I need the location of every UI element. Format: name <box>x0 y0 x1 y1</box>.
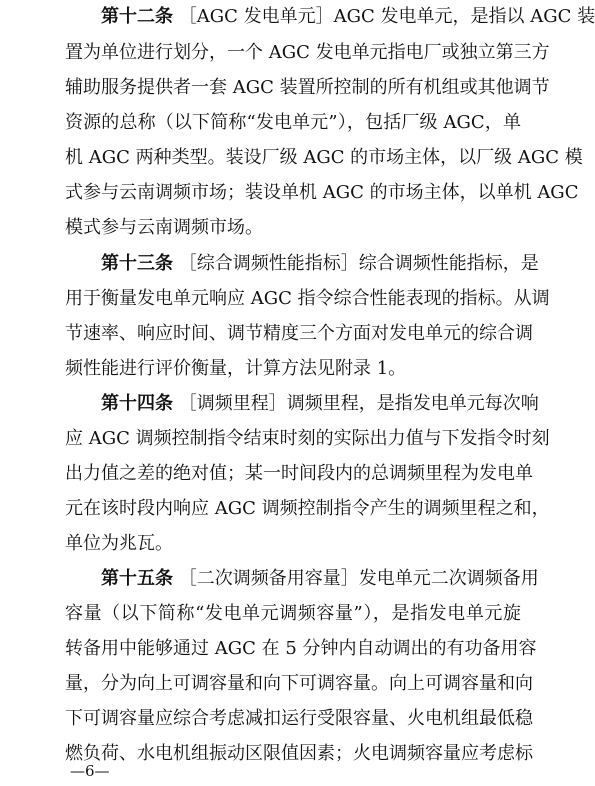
article-14-line-1 <box>65 393 539 415</box>
article-12-line-6: 式参与云南调频市场；装设单机 AGC 的市场主体，以单机 AGC <box>65 182 579 203</box>
page-number: —6— <box>70 762 110 780</box>
article-15-line-3: 转备用中能够通过 AGC 在 5 分钟内自动调出的有功备用容 <box>65 638 537 659</box>
article-14-text: ［调频里程］调频里程，是指发电单元每次响 <box>178 393 539 414</box>
article-15-line-5: 下可调容量应综合考虑减扣运行受限容量、火电机组最低稳 <box>65 708 533 729</box>
article-13-line-4: 频性能进行评价衡量，计算方法见附录 1。 <box>65 358 407 379</box>
article-15-line-6: 燃负荷、水电机组振动区限值因素；火电调频容量应考虑标 <box>65 743 533 764</box>
article-14-line-4: 元在该时段内响应 AGC 调频控制指令产生的调频里程之和， <box>65 498 550 519</box>
article-12-line-2: 置为单位进行划分，一个 AGC 发电单元指电厂或独立第三方 <box>65 42 550 63</box>
article-12-text: ［AGC 发电单元］AGC 发电单元，是指以 AGC 装 <box>178 6 595 27</box>
article-14-line-5: 单位为兆瓦。 <box>65 533 173 554</box>
article-12-line-3: 辅助服务提供者一套 AGC 装置所控制的所有机组或其他调节 <box>65 77 550 98</box>
article-13-line-1 <box>65 253 539 275</box>
article-12-number: 第十二条 <box>101 6 173 27</box>
article-15-text: ［二次调频备用容量］发电单元二次调频备用 <box>178 568 539 589</box>
article-12-line-4: 资源的总称（以下简称“发电单元”），包括厂级 AGC，单 <box>65 112 521 133</box>
article-14-line-3: 出力值之差的绝对值；某一时间段内的总调频里程为发电单 <box>65 463 533 484</box>
article-15-line-2: 容量（以下简称“发电单元调频容量”），是指发电单元旋 <box>65 603 521 624</box>
article-13-number: 第十三条 <box>101 253 173 274</box>
article-14-line-2: 应 AGC 调频控制指令结束时刻的实际出力值与下发指令时刻 <box>65 428 550 449</box>
article-12-line-1 <box>65 6 595 28</box>
article-15-number: 第十五条 <box>101 568 173 589</box>
article-12-line-5: 机 AGC 两种类型。装设厂级 AGC 的市场主体，以厂级 AGC 模 <box>65 147 583 168</box>
article-13-text: ［综合调频性能指标］综合调频性能指标，是 <box>178 253 539 274</box>
article-15-line-1 <box>65 568 539 590</box>
article-13-line-3: 节速率、响应时间、调节精度三个方面对发电单元的综合调 <box>65 323 533 344</box>
article-14-number: 第十四条 <box>101 393 173 414</box>
article-12-line-7: 模式参与云南调频市场。 <box>65 217 263 238</box>
article-15-line-4: 量，分为向上可调容量和向下可调容量。向上可调容量和向 <box>65 673 533 694</box>
article-13-line-2: 用于衡量发电单元响应 AGC 指令综合性能表现的指标。从调 <box>65 288 550 309</box>
